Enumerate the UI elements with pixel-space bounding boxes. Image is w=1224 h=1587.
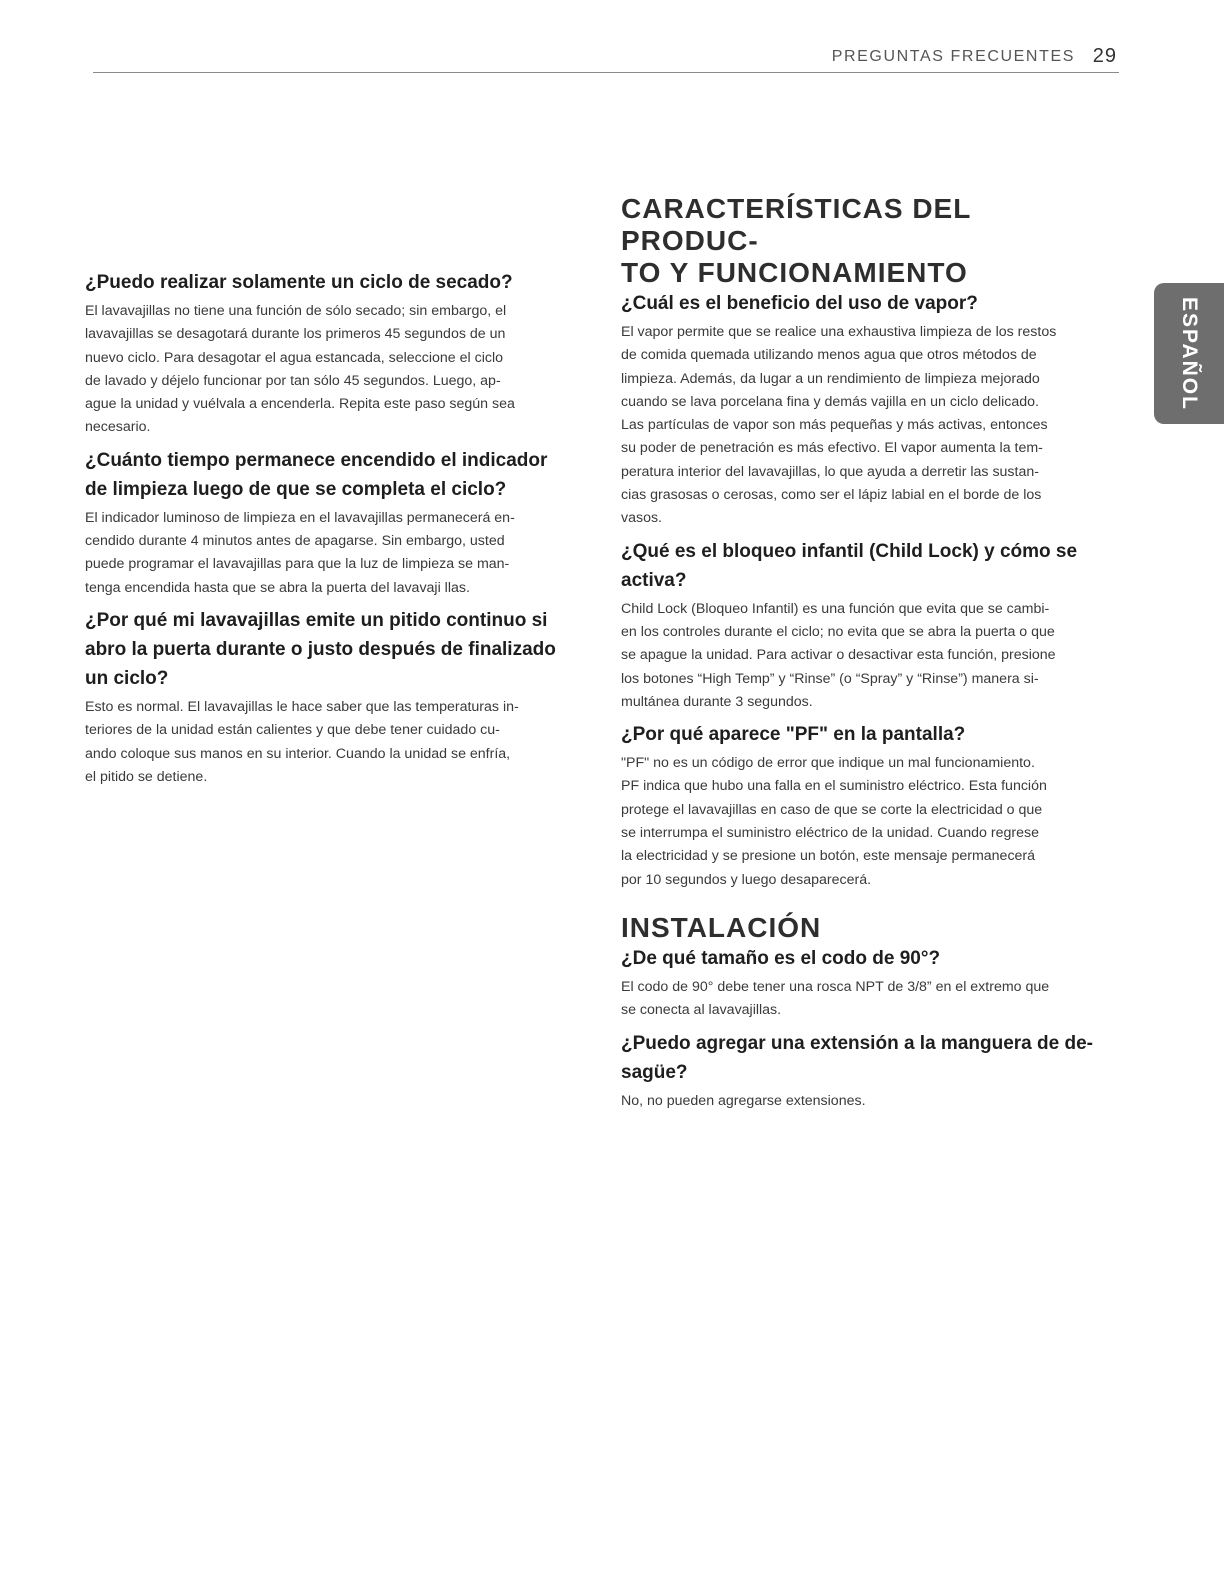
faq-answer: El codo de 90° debe tener una rosca NPT de 3/8” en el extremo que se conecta al lavavajillas.	[621, 978, 1050, 1019]
faq-item	[621, 289, 1105, 531]
faq-answer: "PF" no es un código de error que indique un mal funcionamiento. PF indica que hubo una falla en el suministro eléctrico. Esta función protege el lavavajillas en caso de que se corte la electricidad o que se interrumpa el suministro eléctrico de la unidad. Cuando regrese la electricidad y se presione un botón, este mensaje permanecerá por 10 segundos y luego desaparecerá.	[621, 755, 1047, 888]
faq-answer: El vapor permite que se realice una exhaustiva limpieza de los restos de comida quemada utilizando menos agua que otros métodos de limpieza. Además, da lugar a un rendimiento de limpieza mejorado cuando se lava porcelana fina y demás vajilla en un ciclo delicado. Las partículas de vapor son más pequeñas y más activas, entonces su poder de penetración es más efectivo. El vapor aumenta la tem- peratura interior del lavavajillas, lo que ayuda a derretir las sustan- cias grasosas o cerosas, como ser el lápiz labial en el borde de los vasos.	[621, 324, 1057, 527]
faq-item	[621, 720, 1105, 892]
faq-item	[85, 606, 571, 789]
faq-question: ¿Qué es el bloqueo infantil (Child Lock) y cómo se activa?	[621, 540, 1078, 591]
section-heading-installation: INSTALACIÓN	[621, 911, 822, 943]
section-heading-features: CARACTERÍSTICAS DEL PRODUC- TO Y FUNCIONAMIENTO	[621, 193, 971, 288]
faq-item	[85, 268, 571, 440]
faq-item	[621, 944, 1105, 1023]
faq-answer: El indicador luminoso de limpieza en el lavavajillas permanecerá en- cendido durante 4 minutos antes de apagarse. Sin embargo, usted puede programar el lavavajillas para que la luz de limpieza se man- tenga encendida hasta que se abra la puerta del lavavaji llas.	[85, 509, 515, 596]
section-title: PREGUNTAS FRECUENTES	[831, 48, 1075, 65]
faq-item	[621, 537, 1105, 714]
faq-question: ¿De qué tamaño es el codo de 90°?	[621, 947, 941, 969]
faq-answer: Child Lock (Bloqueo Infantil) es una función que evita que se cambi- en los controles durante el ciclo; no evita que se abra la puerta o que se apague la unidad. Para activar o desactivar esta función, presione los botones “High Temp” y “Rinse” (o “Spray” y “Rinse”) manera si- multánea durante 3 segundos.	[621, 600, 1056, 710]
faq-item	[85, 446, 571, 600]
page-number: 29	[1092, 45, 1117, 67]
faq-question: ¿Por qué mi lavavajillas emite un pitido continuo si abro la puerta durante o justo después de finalizado un ciclo?	[85, 609, 556, 689]
faq-question: ¿Cuánto tiempo permanece encendido el indicador de limpieza luego de que se completa el ciclo?	[85, 449, 548, 500]
faq-question: ¿Puedo agregar una extensión a la manguera de de- sagüe?	[621, 1032, 1093, 1083]
language-tab-label: ESPAÑOL	[1178, 296, 1201, 411]
left-column	[85, 268, 571, 795]
faq-item	[621, 1029, 1105, 1113]
faq-answer: Esto es normal. El lavavajillas le hace saber que las temperaturas in- teriores de la unidad están calientes y que debe tener cuidado cu- ando coloque sus manos en su interior. Cuando la unidad se enfría, el pitido se detiene.	[85, 698, 519, 785]
faq-answer: El lavavajillas no tiene una función de sólo secado; sin embargo, el lavavajillas se desagotará durante los primeros 45 segundos de un nuevo ciclo. Para desagotar el agua estancada, seleccione el ciclo de lavado y déjelo funcionar por tan sólo 45 segundos. Luego, ap- ague la unidad y vuélvala a encenderla. Repita este paso según sea necesario.	[85, 303, 515, 436]
language-tab	[1154, 283, 1224, 424]
faq-question: ¿Puedo realizar solamente un ciclo de secado?	[85, 272, 513, 293]
page-header	[93, 46, 1119, 73]
faq-question: ¿Por qué aparece "PF" en la pantalla?	[621, 724, 966, 746]
faq-answer: No, no pueden agregarse extensiones.	[621, 1092, 866, 1109]
faq-question: ¿Cuál es el beneficio del uso de vapor?	[621, 293, 978, 314]
right-column	[621, 193, 1105, 1119]
